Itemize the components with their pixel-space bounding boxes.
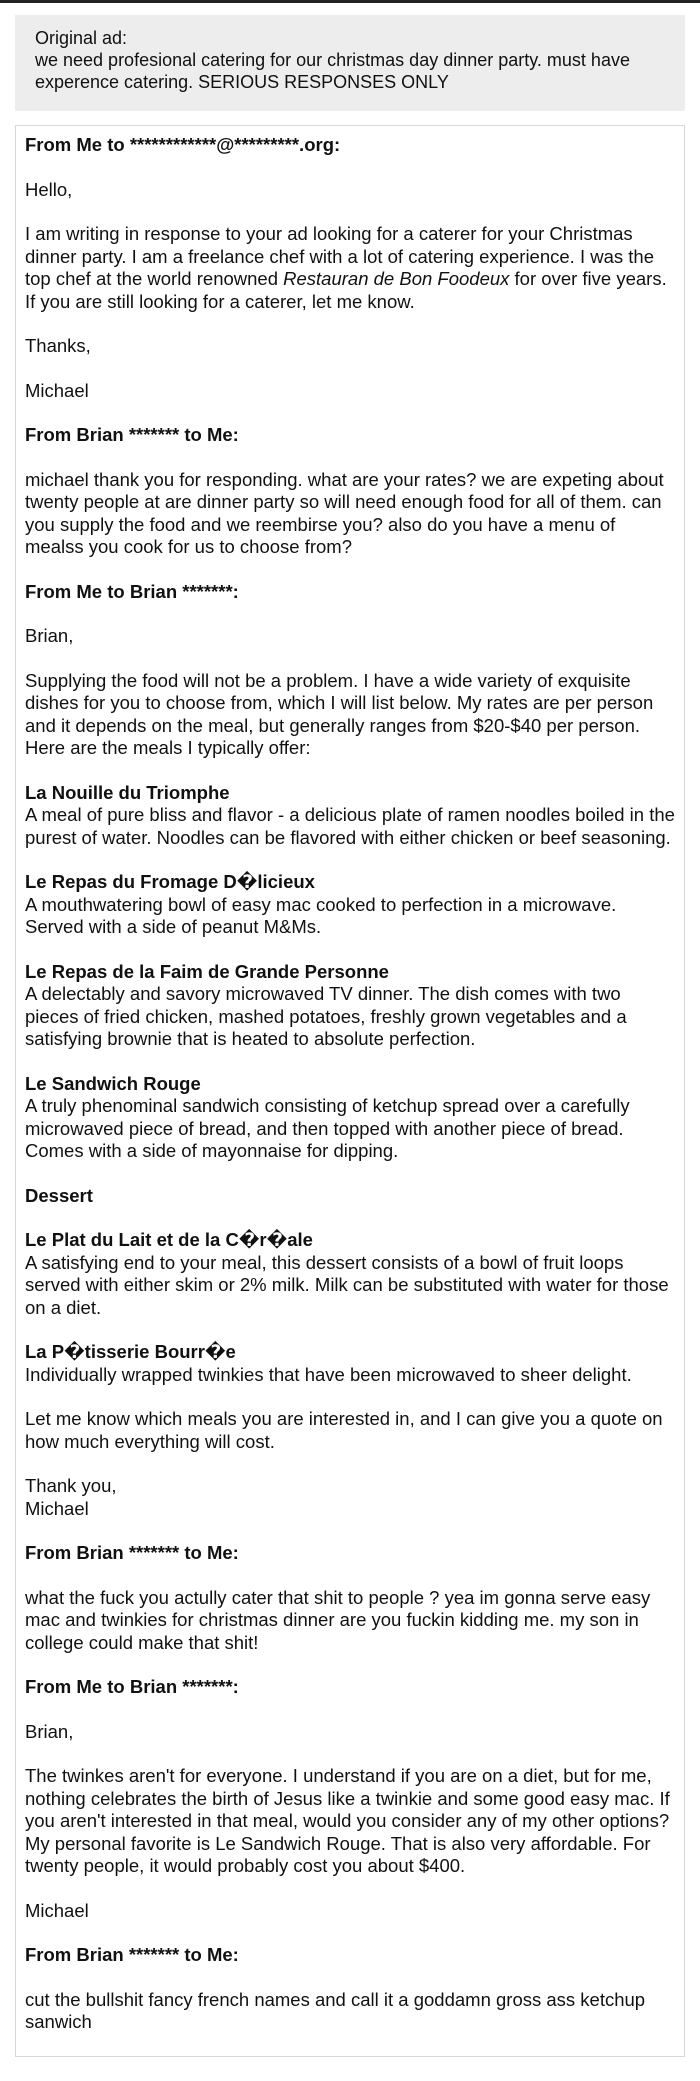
- dessert-item-name: Le Plat du Lait et de la C�r�ale: [25, 1229, 313, 1250]
- message-body: michael thank you for responding. what are your rates? we are expeting about twenty people at are dinner party so will need enough food for all of them. can you supply the food and we reembirse you? also do you have a menu of mealss you cook for us to choose from?: [25, 468, 664, 557]
- message-3: [25, 581, 676, 1521]
- message-body: The twinkes aren't for everyone. I understand if you are on a diet, but for me, nothing celebrates the birth of Jesus like a twinkie and some good easy mac. If you aren't interested in that meal, would you consider any of my other options? My personal favorite is Le Sandwich Rouge. That is also very affordable. For twenty people, it would probably cost you about $400.: [25, 1765, 670, 1876]
- message-body-text: for over five years. If you are still looking for a caterer, let me know.: [25, 268, 667, 312]
- message-header: From Me to Brian *******:: [25, 580, 239, 602]
- dessert-item-name: La P�tisserie Bourr�e: [25, 1341, 236, 1362]
- original-ad-label: Original ad:: [35, 28, 128, 48]
- menu-item-description: A mouthwatering bowl of easy mac cooked to perfection in a microwave. Served with a side of peanut M&Ms.: [25, 893, 617, 937]
- menu-item-description: A truly phenominal sandwich consisting of ketchup spread over a carefully microwaved piece of bread, and then topped with another piece of bread. Comes with a side of mayonnaise for dipping.: [25, 1095, 630, 1161]
- message-body: cut the bullshit fancy french names and call it a goddamn gross ass ketchup sanwich: [25, 1988, 646, 2032]
- menu-item-name: Le Sandwich Rouge: [25, 1072, 201, 1094]
- menu-item-name: La Nouille du Triomphe: [25, 781, 230, 803]
- message-header: From Me to ************@*********.org:: [25, 134, 341, 155]
- menu-item: [25, 782, 676, 850]
- dessert-item: [25, 1341, 676, 1386]
- dessert-item-description: Individually wrapped twinkies that have been microwaved to sheer delight.: [25, 1363, 632, 1385]
- message-body: Supplying the food will not be a problem. I have a wide variety of exquisite dishes for you to choose from, which I will list below. My rates are per person and it depends on the meal, but generally ranges from $20-$40 per person. Here are the meals I typically offer:: [25, 669, 654, 758]
- message-closing: Thanks,: [25, 335, 91, 356]
- menu-item-name: Le Repas de la Faim de Grande Personne: [25, 960, 389, 982]
- message-outro: Let me know which meals you are interested in, and I can give you a quote on how much everything will cost.: [25, 1408, 663, 1452]
- message-1: [25, 134, 676, 402]
- message-signature: Michael: [25, 379, 89, 401]
- dessert-item: [25, 1229, 676, 1319]
- message-greeting: Hello,: [25, 178, 73, 200]
- original-ad-text: we need profesional catering for our christmas day dinner party. must have experence catering. SERIOUS RESPONSES ONLY: [35, 50, 630, 92]
- page: [0, 3, 700, 2057]
- message-header: From Brian ******* to Me:: [25, 1944, 239, 1965]
- message-greeting: Brian,: [25, 625, 74, 646]
- dessert-heading: Dessert: [25, 1184, 93, 1206]
- message-greeting: Brian,: [25, 1720, 74, 1742]
- menu-item-description: A meal of pure bliss and flavor - a delicious plate of ramen noodles boiled in the purest of water. Noodles can be flavored with either chicken or beef seasoning.: [25, 804, 675, 848]
- message-6: [25, 1944, 676, 2034]
- message-signature: Michael: [25, 1497, 89, 1519]
- menu-item-description: A delectably and savory microwaved TV dinner. The dish comes with two pieces of fried chicken, mashed potatoes, freshly grown vegetables and a satisfying brownie that is heated to absolute perfection.: [25, 983, 627, 1049]
- menu-item-name: Le Repas du Fromage D�licieux: [25, 871, 315, 892]
- message-body-text: I am writing in response to your ad looking for a caterer for your Christmas dinner party. I am a freelance chef with a lot of catering experience. I was the top chef at the world renowned: [25, 223, 654, 289]
- message-4: [25, 1542, 676, 1654]
- message-5: [25, 1676, 676, 1922]
- message-2: [25, 424, 676, 559]
- email-thread: [15, 125, 685, 2057]
- message-header: From Me to Brian *******:: [25, 1676, 239, 1697]
- menu-item: [25, 961, 676, 1051]
- message-header: From Brian ******* to Me:: [25, 1542, 239, 1563]
- message-signoff: [25, 1475, 676, 1520]
- message-header: From Brian ******* to Me:: [25, 424, 239, 445]
- message-closing: Thank you,: [25, 1475, 117, 1496]
- message-body: [25, 223, 676, 313]
- menu-item: [25, 871, 676, 939]
- message-body: what the fuck you actully cater that shit to people ? yea im gonna serve easy mac and twinkies for christmas dinner are you fuckin kidding me. my son in college could make that shit!: [25, 1586, 651, 1653]
- restaurant-name: Restauran de Bon Foodeux: [283, 268, 510, 289]
- dessert-item-description: A satisfying end to your meal, this dessert consists of a bowl of fruit loops served with either skim or 2% milk. Milk can be substituted with water for those on a diet.: [25, 1251, 669, 1318]
- original-ad-box: [15, 15, 685, 111]
- message-signature: Michael: [25, 1899, 89, 1921]
- menu-item: [25, 1073, 676, 1163]
